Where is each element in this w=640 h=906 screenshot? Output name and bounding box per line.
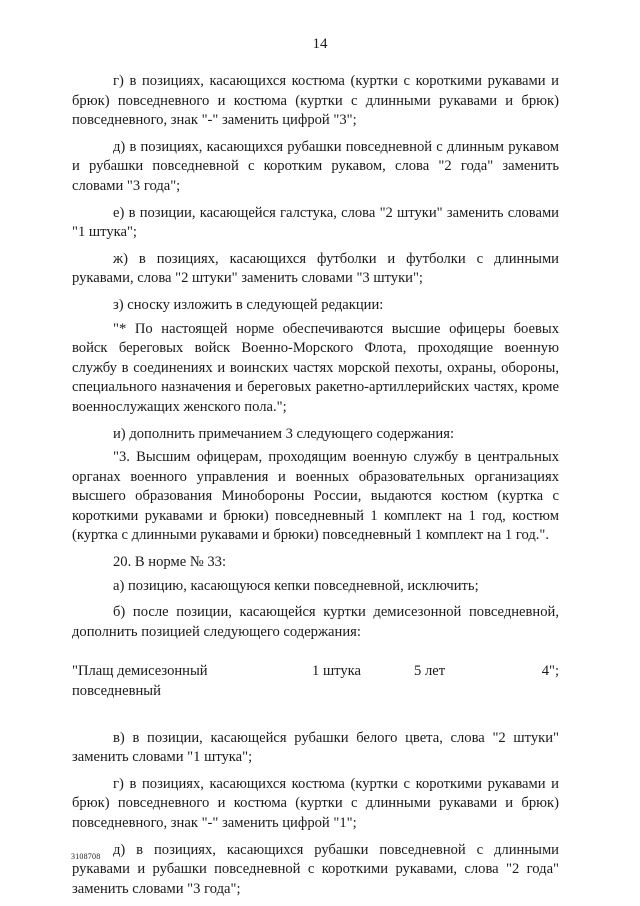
paragraph-b-jacket: б) после позиции, касающейся куртки демисезонной повседневной, дополнить позицией следующего содержания:	[72, 604, 559, 640]
item-quantity: 1 штука	[312, 663, 362, 680]
document-code: 3108708	[71, 852, 101, 861]
paragraph-a-cap: а) позицию, касающуюся кепки повседневной, исключить;	[113, 577, 479, 594]
inserted-item-row	[72, 662, 559, 701]
paragraph-g-suits-2: г) в позициях, касающихся костюма (куртки с короткими рукавами и брюк) повседневного и костюма (куртки с длинными рукавами и брюк) повседневного, знак "-" заменить цифрой "1";	[72, 775, 559, 831]
item-name-line-1: "Плащ демисезонный	[72, 663, 208, 680]
document-body	[72, 72, 559, 906]
page-number: 14	[312, 36, 328, 52]
paragraph-d-shirts-2: д) в позициях, касающихся рубашки повседневной с длинными рукавами и рубашки повседневной с короткими рукавами, слова "2 года" заменить словами "3 года";	[72, 841, 559, 897]
paragraph-v-white-shirt: в) в позиции, касающейся рубашки белого цвета, слова "2 штуки" заменить словами "1 штука";	[72, 729, 559, 766]
item-group: 4";	[541, 663, 559, 680]
paragraph-footnote-text: "* По настоящей норме обеспечиваются высшие офицеры боевых войск береговых войск Военно-Морского Флота, проходящие военную службу в соединениях и воинских частях морской пехоты, охраны, обороны, специального назначения и береговых ракетно-артиллерийских частях, кроме военнослужащих женского пола.";	[72, 320, 559, 415]
item-name	[72, 662, 312, 701]
item-term: 5 лет	[414, 663, 446, 680]
paragraph-norm-33: 20. В норме № 33:	[113, 554, 227, 571]
paragraph-d-shirts: д) в позициях, касающихся рубашки повседневной с длинным рукавом и рубашки повседневной с коротким рукавом, слова "2 года" заменить словами "3 года";	[72, 138, 559, 194]
paragraph-zh-tshirts: ж) в позициях, касающихся футболки и футболки с длинными рукавами, слова "2 штуки" заменить словами "3 штуки";	[72, 250, 559, 287]
paragraph-e-tie: е) в позиции, касающейся галстука, слова "2 штуки" заменить словами "1 штука";	[72, 204, 559, 241]
item-name-line-2: повседневный	[72, 683, 161, 700]
paragraph-i-note: и) дополнить примечанием 3 следующего содержания:	[113, 425, 454, 442]
paragraph-z-footnote: з) сноску изложить в следующей редакции:	[113, 296, 384, 313]
paragraph-note-text: "3. Высшим офицерам, проходящим военную службу в центральных органах военного управления и военных образовательных организациях высшего образования Минобороны России, выдаются костюм (куртка с короткими рукавами и брюки) повседневный 1 комплект на 1 год, костюм (куртка с длинными рукавами и брюки) повседневный 1 комплект на 1 год.".	[72, 449, 559, 544]
paragraph-g-suits: г) в позициях, касающихся костюма (куртки с короткими рукавами и брюк) повседневного и костюма (куртки с длинными рукавами и брюк) повседневного, знак "-" заменить цифрой "3";	[72, 73, 559, 129]
